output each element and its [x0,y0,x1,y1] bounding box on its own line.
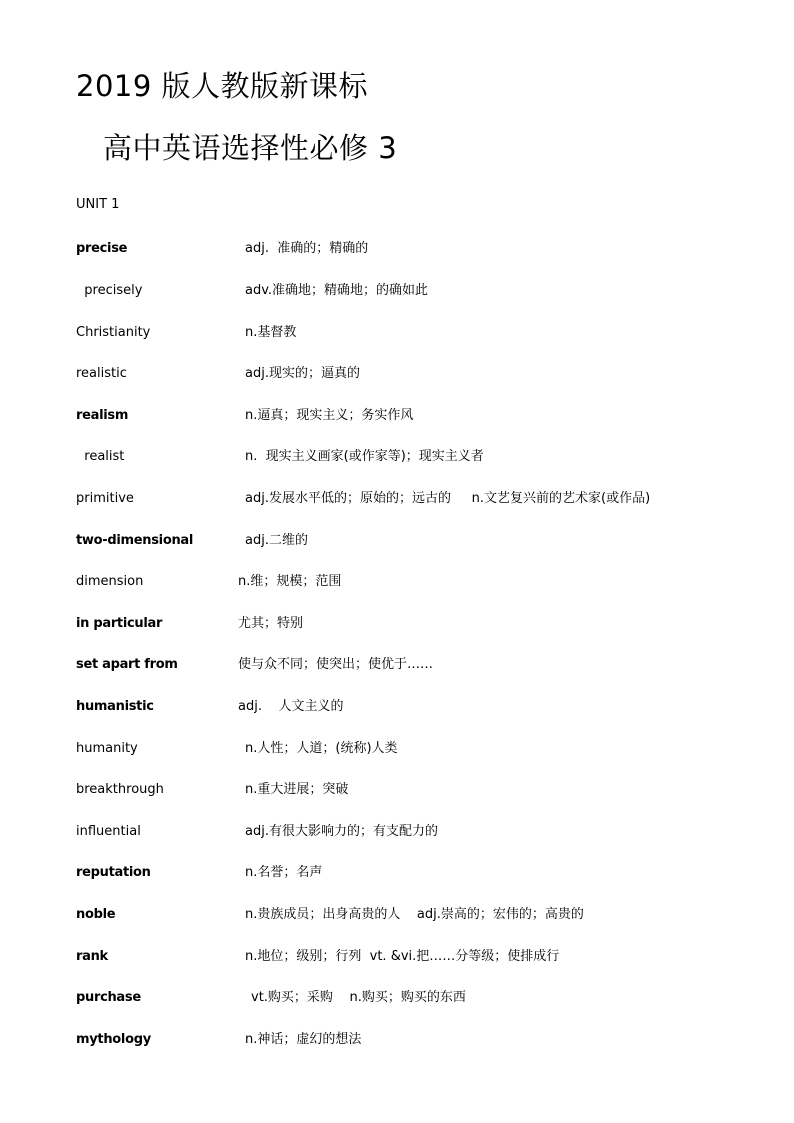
vocab-word: reputation [76,865,151,880]
vocab-definition: 使与众不同；使突出；使优于…… [238,657,434,672]
vocab-word: influential [76,824,141,839]
vocab-definition: n.神话；虚幻的想法 [245,1032,362,1047]
vocab-definition: adj.发展水平低的；原始的；远古的 n.文艺复兴前的艺术家(或作品) [245,491,651,506]
vocab-definition: n.地位；级别；行列 vt. &vi.把……分等级；使排成行 [245,949,560,964]
vocab-word: mythology [76,1032,151,1047]
vocab-definition: n.基督教 [245,325,297,340]
vocab-definition: n. 现实主义画家(或作家等)；现实主义者 [245,449,484,464]
vocab-definition: adj. 人文主义的 [238,699,344,714]
vocab-definition: adj.现实的；逼真的 [245,366,360,381]
document-title-line-1: 2019 版人教版新课标 [76,69,369,103]
vocab-definition: adj.二维的 [245,533,308,548]
vocab-definition: adj. 准确的；精确的 [245,241,369,256]
vocab-definition: n.贵族成员；出身高贵的人 adj.崇高的；宏伟的；高贵的 [245,907,584,922]
vocab-word: precise [76,241,128,256]
vocab-word: primitive [76,491,134,506]
vocab-definition: 尤其；特别 [238,616,304,631]
vocab-word: humanity [76,741,138,756]
vocab-definition: n.名誉；名声 [245,865,323,880]
vocab-definition: n.人性；人道；(统称)人类 [245,741,398,756]
vocab-word: purchase [76,990,141,1005]
vocab-word: precisely [76,283,143,298]
unit-heading: UNIT 1 [76,197,120,212]
document-title-line-2: 高中英语选择性必修 3 [103,131,398,165]
vocab-word: dimension [76,574,144,589]
vocab-word: realist [76,449,125,464]
vocab-word: in particular [76,616,163,631]
vocab-word: noble [76,907,116,922]
vocab-word: set apart from [76,657,178,672]
vocab-word: Christianity [76,325,151,340]
vocab-word: rank [76,949,108,964]
vocab-definition: n.维；规模；范围 [238,574,342,589]
vocab-definition: adv.准确地；精确地；的确如此 [245,283,429,298]
vocab-definition: n.逼真；现实主义；务实作风 [245,408,414,423]
vocab-definition: vt.购买；采购 n.购买；购买的东西 [251,990,466,1005]
vocab-word: two-dimensional [76,533,194,548]
vocab-word: realistic [76,366,127,381]
vocab-definition: adj.有很大影响力的；有支配力的 [245,824,438,839]
vocab-definition: n.重大进展；突破 [245,782,349,797]
vocab-word: humanistic [76,699,154,714]
vocab-word: realism [76,408,129,423]
vocab-word: breakthrough [76,782,164,797]
